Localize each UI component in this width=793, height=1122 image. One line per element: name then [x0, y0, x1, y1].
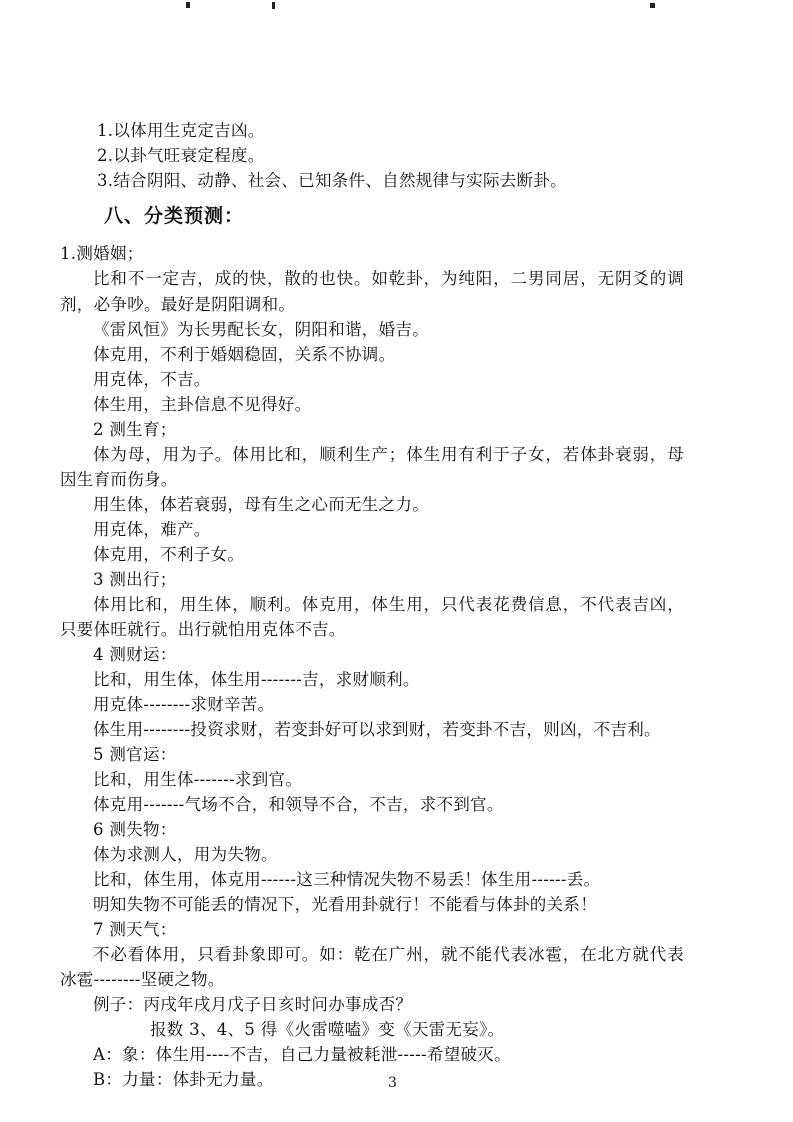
text-line: 比和，用生体-------求到官。 — [93, 770, 303, 789]
text-line: 3.结合阴阳、动静、社会、已知条件、自然规律与实际去断卦。 — [97, 171, 567, 190]
subsection-title: 1.测婚姻； — [60, 244, 144, 263]
text-line: 只要体旺就行。出行就怕用克体不吉。 — [60, 620, 346, 639]
example-line: A：象：体生用----不吉，自己力量被耗泄-----希望破灭。 — [93, 1045, 511, 1064]
text-line: 《雷风恒》为长男配长女，阴阳和谐，婚吉。 — [93, 320, 429, 339]
text-line: 体为母，用为子。体用比和，顺利生产；体生用有利于子女，若体卦衰弱，母 — [93, 445, 685, 464]
text-line: 体为求测人，用为失物。 — [93, 845, 278, 864]
subsection-title: 7 测天气： — [93, 920, 177, 939]
text-line: 明知失物不可能丢的情况下，光看用卦就行！不能看与体卦的关系！ — [93, 895, 597, 914]
text-line: 1.以体用生克定吉凶。 — [97, 121, 265, 140]
text-line: 体用比和，用生体，顺利。体克用，体生用，只代表花费信息，不代表吉凶， — [93, 595, 685, 614]
scan-mark — [650, 3, 655, 8]
subsection-title: 6 测失物： — [93, 820, 177, 839]
text-line: 体克用，不利子女。 — [93, 545, 245, 564]
text-line: 不必看体用，只看卦象即可。如：乾在广州，就不能代表冰雹，在北方就代表 — [93, 945, 685, 964]
scan-mark — [272, 2, 275, 9]
example-line: 报数 3、4、5 得《火雷噬嗑》变《天雷无妄》。 — [150, 1020, 505, 1039]
subsection-title: 5 测官运： — [93, 745, 177, 764]
text-line: 2.以卦气旺衰定程度。 — [97, 146, 265, 165]
text-line: 用克体，不吉。 — [93, 370, 211, 389]
text-line: 体克用，不利于婚姻稳固，关系不协调。 — [93, 345, 396, 364]
text-line: 体生用--------投资求财，若变卦好可以求到财，若变卦不吉，则凶，不吉利。 — [93, 720, 661, 739]
scan-mark — [186, 2, 190, 8]
page-number: 3 — [388, 1075, 397, 1091]
subsection-title: 2 测生育； — [93, 420, 177, 439]
text-line: 比和不一定吉，成的快，散的也快。如乾卦，为纯阳，二男同居，无阴爻的调 — [93, 269, 685, 288]
text-line: 用生体，体若衰弱，母有生之心而无生之力。 — [93, 495, 429, 514]
text-line: 剂，必争吵。最好是阴阳调和。 — [60, 295, 296, 314]
subsection-title: 3 测出行； — [93, 570, 177, 589]
text-line: 冰雹--------坚硬之物。 — [60, 970, 225, 989]
text-line: 因生育而伤身。 — [60, 470, 178, 489]
example-line: B：力量：体卦无力量。 — [93, 1070, 274, 1089]
text-line: 用克体，难产。 — [93, 520, 211, 539]
example-question: 例子：丙戌年戌月戊子日亥时问办事成否？ — [93, 995, 413, 1014]
subsection-title: 4 测财运： — [93, 645, 177, 664]
text-line: 比和，用生体，体生用-------吉，求财顺利。 — [93, 670, 420, 689]
text-line: 用克体--------求财辛苦。 — [93, 695, 275, 714]
text-line: 体生用，主卦信息不见得好。 — [93, 395, 312, 414]
text-line: 体克用-------气场不合，和领导不合，不吉，求不到官。 — [93, 795, 504, 814]
text-line: 比和，体生用，体克用------这三种情况失物不易丢！体生用------丢。 — [93, 870, 601, 889]
section-heading: 八、分类预测： — [104, 205, 245, 227]
